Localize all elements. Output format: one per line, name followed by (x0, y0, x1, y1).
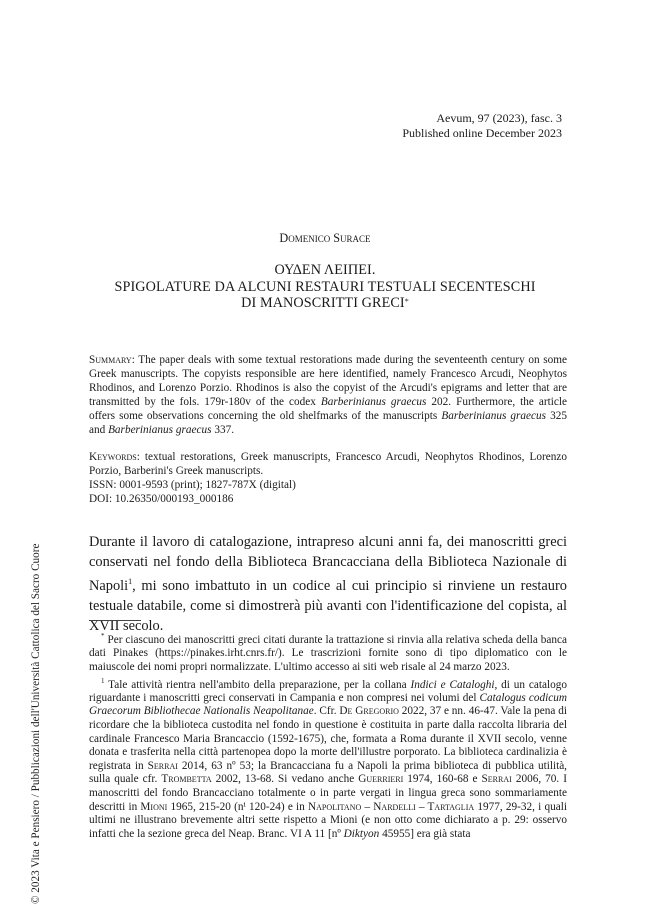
journal-issue: Aevum, 97 (2023), fasc. 3 (436, 111, 562, 125)
footnote-separator (89, 620, 141, 621)
footnote-ref-1: 1 (128, 577, 133, 586)
journal-header (402, 111, 562, 141)
summary-block: Summary: The paper deals with some textual restorations made during the seventeenth century on some Greek manuscripts. The copyists responsible are here identified, namely Francesco Arcudi, Neophytos Rhodinos, and Lorenzo Porzio. Rhodinos is also the copyist of the Arcudi's epigrams and letter that are transmitted by the fols. 179r-180v of the codex Barberinianus graecus 202. Furthermore, the article offers some observations concerning the old shelfmarks of the manuscripts Barberinianus graecus 325 and Barberinianus graecus 337. (89, 354, 567, 437)
title-greek: ΟΥΔΕΝ ΛΕΙΠΕΙ. (274, 262, 376, 278)
keywords-block (89, 450, 567, 506)
footnote-star: * Per ciascuno dei manoscritti greci citati durante la trattazione si rinvia alla relativa scheda della banca dati Pinakes (https://pinakes.irht.cnrs.fr/). Le trascrizioni fornite sono di tipo diplomatico con le maiuscole dei nomi propri normalizzate. L'ultimo accesso ai siti web risale al 24 marzo 2023. (89, 632, 567, 673)
body-paragraph: Durante il lavoro di catalogazione, intrapreso alcuni anni fa, dei manoscritti greci conservati nel fondo della Biblioteca Brancacciana della Biblioteca Nazionale di Napoli$^1$, mi sono imbattuto in un codice al cui principio si rinviene un restauro testuale databile, come si dimostrerà più avanti con l'identificazione del copista, al XVII secolo. (89, 534, 567, 634)
keywords-label: Keywords (89, 451, 137, 463)
copyright-sidebar: © 2023 Vita e Pensiero / Pubblicazioni dell'Università Cattolica del Sacro Cuore (30, 543, 42, 904)
footnote-1: $^1$ Tale attività rientra nell'ambito della preparazione, per la collana Indici e Cataloghi, di un catalogo riguardante i manoscritti greci conservati in Campania e non compresi nei volumi del Catalogus codicum Graecorum Bibliothecae Nationalis Neapolitanae. Cfr. De Gregorio 2022, 37 e nn. 46-47. Vale la pena di ricordare che la biblioteca custodita nel fondo in questione è costituita in parte dalla raccolta libraria del cardinale Francesco Maria Brancaccio (1592-1675), che, formata a Roma durante il XVII secolo, venne donata e trasferita nella città partenopea dopo la morte dell'illustre porporato. La biblioteca cardinalizia è registrata in Serrai 2014, 63 nº 53; la Brancacciana fu a Napoli la prima biblioteca di pubblica utilità, sulla quale cfr. Trombetta 2002, 13-68. Si vedano anche Guerrieri 1974, 160-68 e Serrai 2006, 70. I manoscritti del fondo Brancacciano totalmente o in parte vergati in lingua greca sono sommariamente descritti in Mioni 1965, 215-20 (nⁱ 120-24) e in Napolitano – Nardelli – Tartaglia 1977, 29-32, i quali ultimi ne illustrano brevemente altri sette rispetto a Mioni (e non otto come dichiarato a p. 29: osservo infatti che la sezione greca del Neap. Branc. VI A 11 [nº Diktyon 45955] era già stata (89, 676, 567, 840)
keywords-line: Keywords: textual restorations, Greek manuscripts, Francesco Arcudi, Neophytos Rhodinos, Lorenzo Porzio, Barberini's Greek manuscripts. (89, 451, 567, 478)
publication-date: Published online December 2023 (402, 126, 562, 140)
footnotes (89, 630, 567, 841)
title-line-3: DI MANOSCRITTI GRECI* (241, 295, 409, 311)
title-footnote-mark: * (404, 297, 409, 306)
article-title (0, 262, 650, 312)
doi-line: DOI: 10.26350/000193_000186 (89, 493, 234, 506)
author-name: Domenico Surace (279, 231, 371, 245)
summary-label: Summary (89, 354, 132, 366)
issn-line: ISSN: 0001-9593 (print); 1827-787X (digital) (89, 479, 296, 492)
title-line-2: SPIGOLATURE DA ALCUNI RESTAURI TESTUALI SECENTESCHI (114, 278, 536, 295)
